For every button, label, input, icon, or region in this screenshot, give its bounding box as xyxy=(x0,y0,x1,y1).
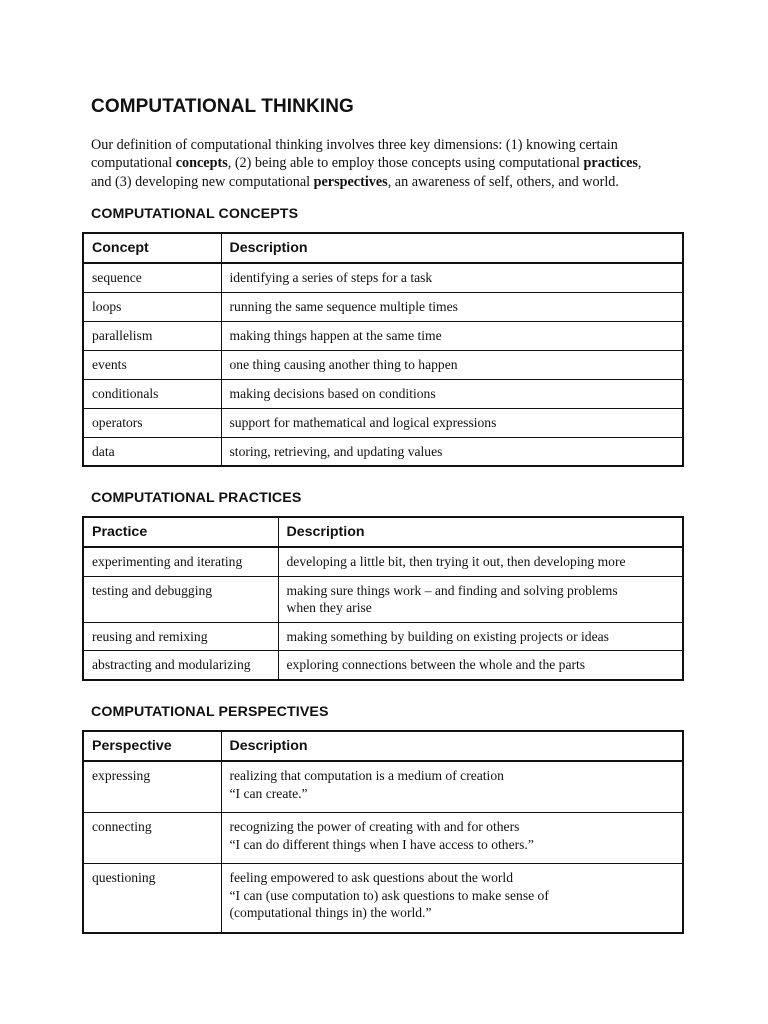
column-header-perspective: Perspective xyxy=(83,731,221,761)
description-line: realizing that computation is a medium of creation xyxy=(229,768,504,783)
column-header-description: Description xyxy=(221,233,683,263)
row-description: making decisions based on conditions xyxy=(221,379,683,408)
row-term: experimenting and iterating xyxy=(83,547,278,576)
table-row xyxy=(83,350,683,379)
intro-text: computational xyxy=(91,155,176,172)
intro-text: and (3) developing new computational xyxy=(91,173,314,190)
row-term: reusing and remixing xyxy=(83,622,278,651)
row-term: testing and debugging xyxy=(83,576,278,622)
table-row xyxy=(83,437,683,466)
table-header-row xyxy=(83,233,683,263)
table-row xyxy=(83,379,683,408)
intro-text: , (2) being able to employ those concepts using computational xyxy=(227,155,584,172)
description-line: when they arise xyxy=(286,600,372,615)
description-line: feeling empowered to ask questions about the world xyxy=(229,870,514,885)
row-description: support for mathematical and logical expressions xyxy=(221,408,683,437)
description-line: recognizing the power of creating with and for others xyxy=(229,819,520,834)
row-description xyxy=(278,622,683,651)
row-description: one thing causing another thing to happen xyxy=(221,350,683,379)
page-title: COMPUTATIONAL THINKING xyxy=(91,96,354,117)
concepts-heading: COMPUTATIONAL CONCEPTS xyxy=(91,206,299,222)
row-term: questioning xyxy=(83,864,221,933)
table-row xyxy=(83,321,683,350)
practices-table xyxy=(82,516,684,681)
description-line: “I can do different things when I have access to others.” xyxy=(229,836,534,852)
intro-line-3 xyxy=(91,173,691,191)
row-term: connecting xyxy=(83,813,221,864)
table-header-row xyxy=(83,517,683,547)
row-term: sequence xyxy=(83,263,221,292)
description-line: making sure things work – and finding and solving problems xyxy=(286,582,618,598)
row-term: conditionals xyxy=(83,379,221,408)
intro-line-2 xyxy=(91,154,691,172)
table-row xyxy=(83,761,683,813)
row-description xyxy=(221,813,683,864)
table-row xyxy=(83,263,683,292)
row-description: running the same sequence multiple times xyxy=(221,292,683,321)
table-row xyxy=(83,622,683,651)
intro-text: , an awareness of self, others, and world. xyxy=(387,173,619,190)
table-row xyxy=(83,813,683,864)
concepts-table xyxy=(82,232,684,467)
row-term: operators xyxy=(83,408,221,437)
table-row xyxy=(83,576,683,622)
row-term: abstracting and modularizing xyxy=(83,651,278,680)
row-description xyxy=(221,864,683,933)
row-description xyxy=(221,761,683,813)
perspectives-heading: COMPUTATIONAL PERSPECTIVES xyxy=(91,704,329,720)
practices-heading: COMPUTATIONAL PRACTICES xyxy=(91,490,302,506)
table-row xyxy=(83,864,683,933)
intro-text: , xyxy=(637,155,642,172)
row-description xyxy=(278,547,683,576)
intro-bold-perspectives: perspectives xyxy=(313,173,388,190)
table-row xyxy=(83,547,683,576)
description-line: making something by building on existing projects or ideas xyxy=(286,628,609,644)
row-term: events xyxy=(83,350,221,379)
row-term: loops xyxy=(83,292,221,321)
table-row xyxy=(83,408,683,437)
table-header-row xyxy=(83,731,683,761)
perspectives-table xyxy=(82,730,684,934)
description-line: developing a little bit, then trying it out, then developing more xyxy=(286,554,626,569)
row-term: parallelism xyxy=(83,321,221,350)
column-header-description: Description xyxy=(278,517,683,547)
row-description: identifying a series of steps for a task xyxy=(229,270,433,285)
description-line: “I can create.” xyxy=(229,785,308,801)
table-row xyxy=(83,292,683,321)
intro-paragraph xyxy=(91,136,691,191)
intro-line-1: Our definition of computational thinking involves three key dimensions: (1) knowing certain xyxy=(91,137,618,153)
description-line: “I can (use computation to) ask questions to make sense of xyxy=(229,887,549,903)
column-header-practice: Practice xyxy=(83,517,278,547)
row-description: making things happen at the same time xyxy=(221,321,683,350)
row-description: storing, retrieving, and updating values xyxy=(221,437,683,466)
column-header-concept: Concept xyxy=(83,233,221,263)
row-term: expressing xyxy=(83,761,221,813)
description-line: exploring connections between the whole and the parts xyxy=(286,657,586,672)
row-term: data xyxy=(83,437,221,466)
description-line: (computational things in) the world.” xyxy=(229,905,432,920)
row-description xyxy=(278,651,683,680)
column-header-description: Description xyxy=(221,731,683,761)
intro-bold-concepts: concepts xyxy=(175,155,228,172)
intro-bold-practices: practices xyxy=(583,155,638,172)
row-description xyxy=(278,576,683,622)
table-row xyxy=(83,651,683,680)
